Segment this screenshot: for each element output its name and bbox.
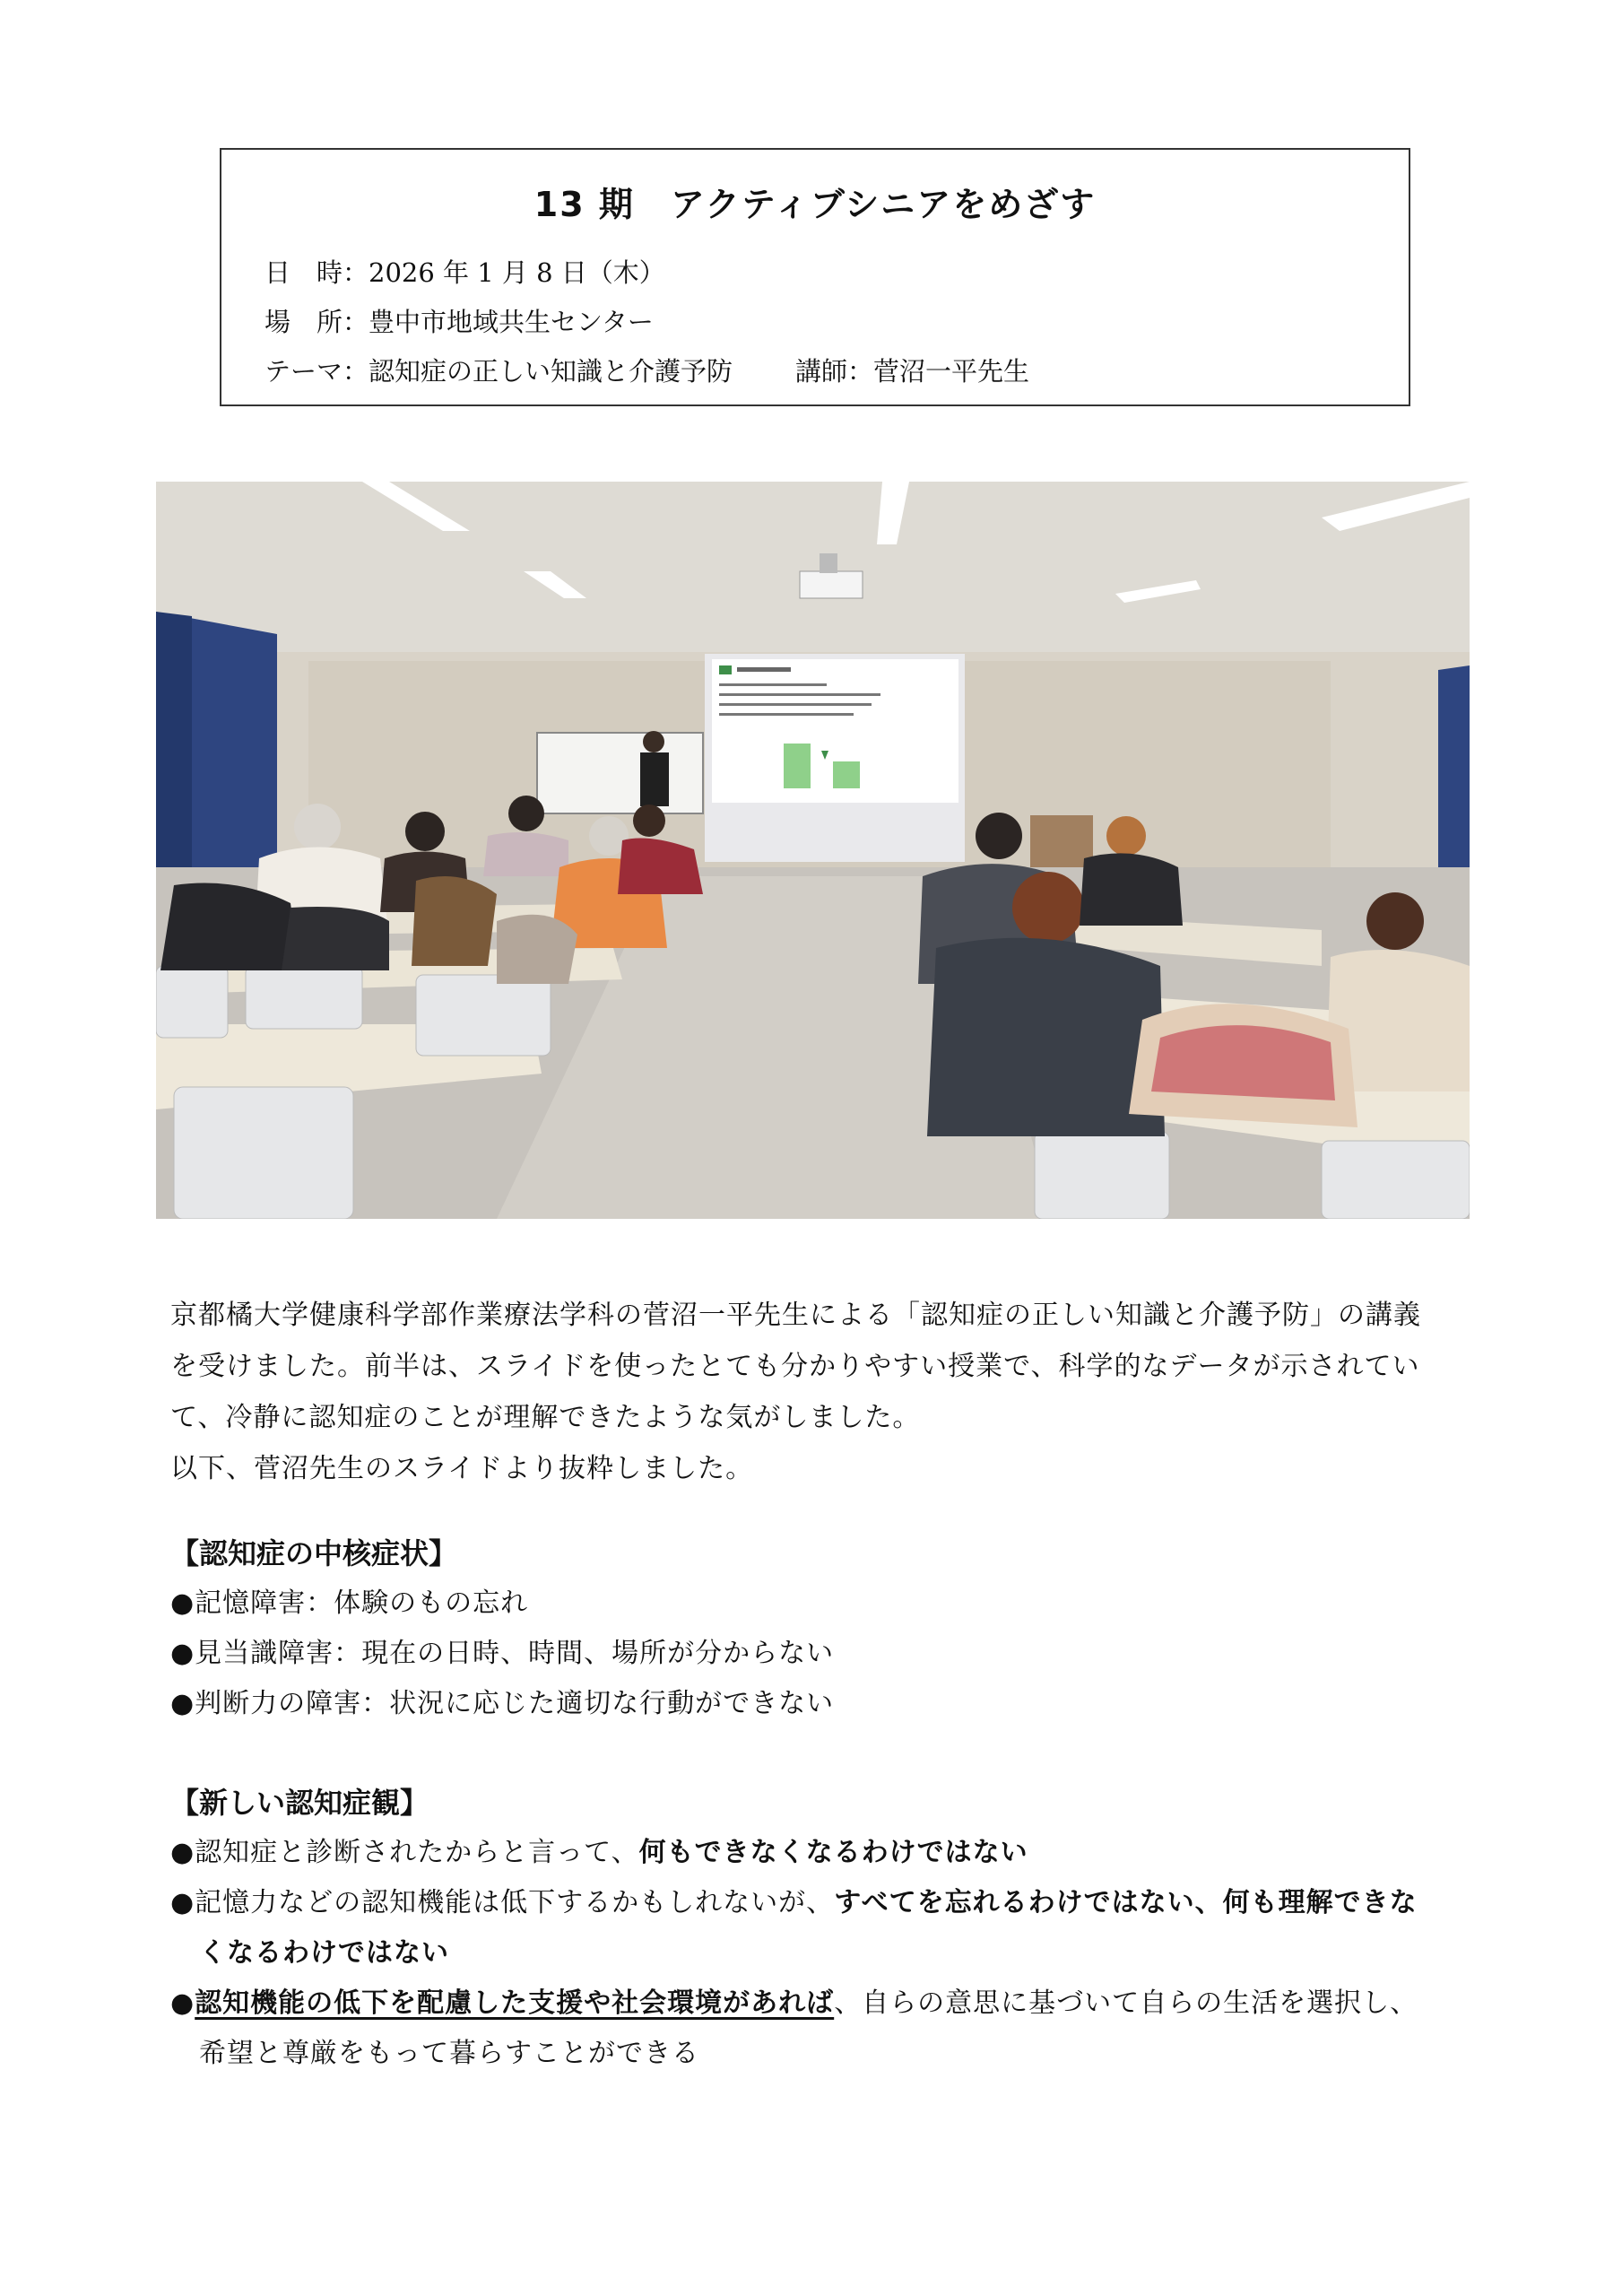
lecturer-value: 菅沼一平先生 [873, 356, 1030, 387]
section2-heading: 【新しい認知症観】 [170, 1786, 429, 1820]
place-value: 豊中市地域共生センター [369, 307, 654, 337]
theme-line [265, 352, 1029, 388]
section2-item-1-text: ●認知症と診断されたからと言って、 [170, 1837, 639, 1868]
section2-item-2-continuation: くなるわけではない [199, 1937, 449, 1969]
section1-item-2: ●見当識障害：現在の日時、時間、場所が分からない [170, 1638, 835, 1669]
date-line [265, 253, 665, 290]
header-box [220, 148, 1410, 406]
section2-item-3-underlined: 認知機能の低下を配慮した支援や社会環境があれば [195, 1987, 835, 2019]
section2-item-1 [170, 1828, 1462, 1878]
page-title: 13 期 アクティブシニアをめざす [533, 185, 1097, 224]
section2-item-3-bullet: ● [170, 1987, 195, 2019]
section1-item-3: ●判断力の障害：状況に応じた適切な行動ができない [170, 1688, 835, 1719]
date-label: 日 時： [265, 257, 369, 288]
section2-item-2 [170, 1878, 1462, 1979]
section1-heading: 【認知症の中核症状】 [170, 1536, 458, 1570]
date-value: 2026 年 1 月 8 日（木） [369, 257, 665, 288]
intro-line-4: 以下、菅沼先生のスライドより抜粋しました。 [170, 1453, 754, 1484]
theme-value: 認知症の正しい知識と介護予防 [369, 356, 733, 387]
intro-line-2: を受けました。前半は、スライドを使ったとても分かりやすい授業で、科学的なデータが示されてい [170, 1351, 1420, 1382]
section2-item-3-continuation: 希望と尊厳をもって暮らすことができる [199, 2038, 699, 2069]
section2-item-3-text: 、自らの意思に基づいて自らの生活を選択し、 [834, 1987, 1418, 2019]
lecturer-label: 講師： [795, 356, 874, 387]
intro-line-3: て、冷静に認知症のことが理解できたような気がしました。 [170, 1402, 921, 1433]
section2-item-3 [170, 1979, 1462, 2079]
section2-item-2-bold: すべてを忘れるわけではない、何も理解できな [834, 1887, 1418, 1918]
section1-item-1: ●記憶障害：体験のもの忘れ [170, 1587, 529, 1619]
theme-label: テーマ： [265, 356, 369, 387]
place-label: 場 所： [265, 307, 369, 337]
lecture-photo [156, 482, 1470, 1219]
intro-line-1: 京都橘大学健康科学部作業療法学科の菅沼一平先生による「認知症の正しい知識と介護予防」の講義 [170, 1300, 1421, 1331]
place-line [265, 302, 654, 339]
section2-item-1-bold: 何もできなくなるわけではない [638, 1837, 1028, 1868]
intro-text [170, 1290, 1462, 1494]
section2-item-2-text: ●記憶力などの認知機能は低下するかもしれないが、 [170, 1887, 835, 1918]
lecture-room-illustration [156, 482, 1470, 1219]
